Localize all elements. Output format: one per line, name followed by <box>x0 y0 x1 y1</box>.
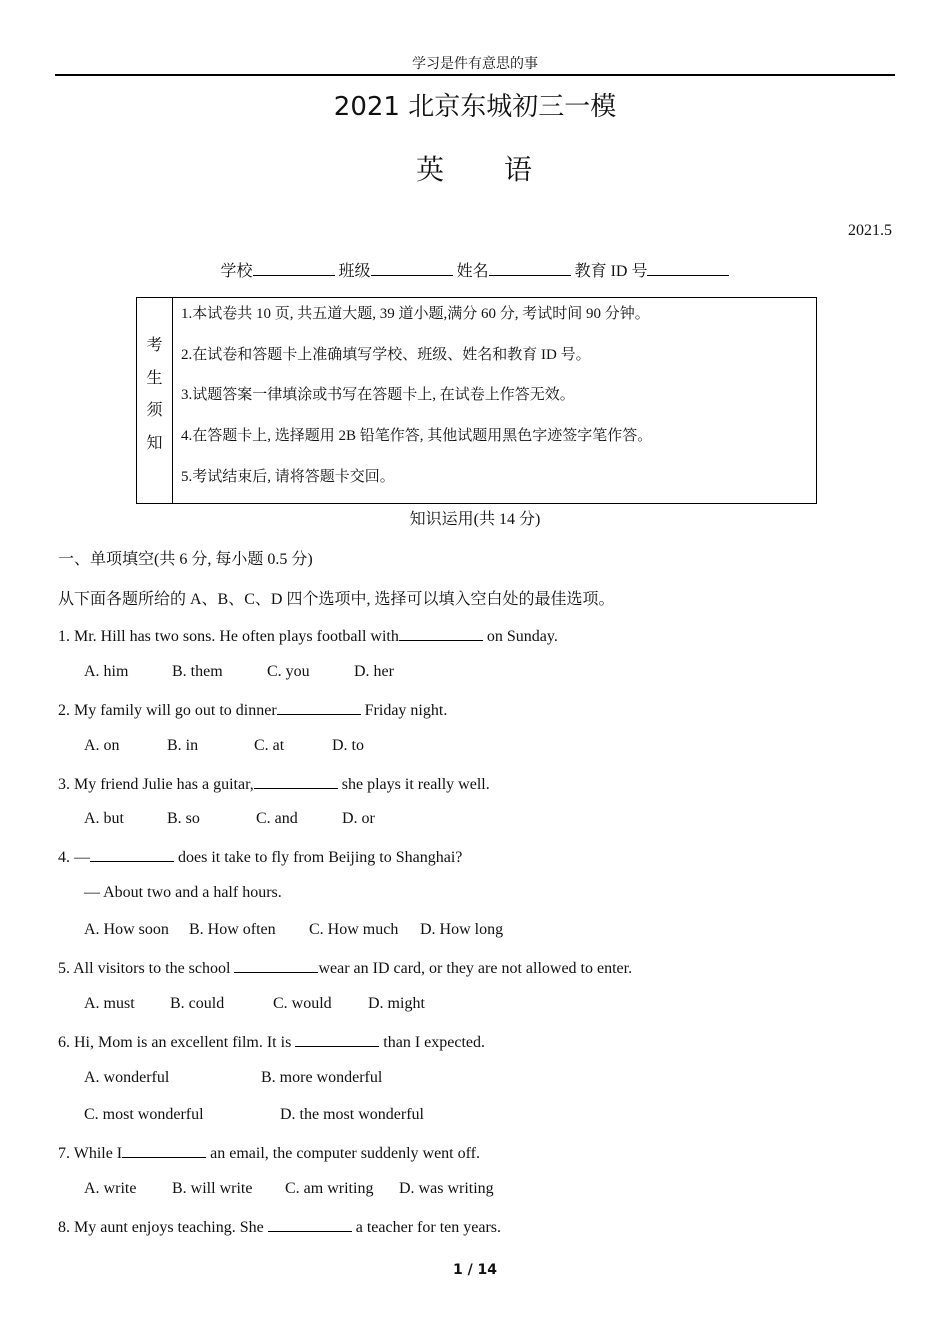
option-c: C. most wonderful <box>84 1106 204 1123</box>
question-text: 4. — <box>58 849 90 866</box>
page-number: 1 / 14 <box>452 1262 498 1278</box>
info-id-blank <box>647 261 729 276</box>
notice-label-char: 须 <box>146 402 163 419</box>
option-d: D. the most wonderful <box>280 1106 424 1123</box>
option-c: C. am writing <box>285 1180 374 1197</box>
option-c: C. would <box>273 995 332 1012</box>
answer-blank <box>277 700 361 715</box>
subject-char-2: 语 <box>504 153 535 186</box>
answer-blank <box>399 626 483 641</box>
notice-item: 3.试题答案一律填涂或书写在答题卡上, 在试卷上作答无效。 <box>181 387 575 403</box>
answer-blank <box>122 1143 206 1158</box>
option-a: A. write <box>84 1180 137 1197</box>
notice-label <box>137 330 172 460</box>
notice-label-char: 生 <box>146 369 163 387</box>
option-b: B. will write <box>172 1180 253 1197</box>
notice-label-cell <box>137 298 173 503</box>
doc-subject <box>0 148 950 188</box>
info-class-blank <box>371 261 453 276</box>
option-b: B. them <box>172 663 223 680</box>
doc-title: 2021 北京东城初三一模 <box>333 92 617 122</box>
answer-blank <box>254 774 338 789</box>
option-c: C. you <box>267 663 310 680</box>
info-id-label: 教育 ID 号 <box>574 263 648 280</box>
option-b: B. in <box>167 737 199 754</box>
subject-char-1: 英 <box>415 153 446 186</box>
info-name-blank <box>489 261 571 276</box>
question-2 <box>58 700 447 720</box>
question-text: a teacher for ten years. <box>351 1219 501 1236</box>
answer-blank <box>295 1032 379 1047</box>
question-1 <box>58 626 558 646</box>
question-text: an email, the computer suddenly went off. <box>206 1145 480 1162</box>
option-a: A. but <box>84 810 124 827</box>
question-4 <box>58 847 462 867</box>
option-a: A. on <box>84 737 120 754</box>
option-c: C. and <box>256 810 298 827</box>
question-text: 6. Hi, Mom is an excellent film. It is <box>58 1034 296 1051</box>
option-a: A. How soon <box>84 921 169 938</box>
option-d: D. was writing <box>399 1180 494 1197</box>
question-text: 7. While I <box>58 1145 123 1162</box>
part-instruction: 从下面各题所给的 A、B、C、D 四个选项中, 选择可以填入空白处的最佳选项。 <box>58 591 615 608</box>
question-text: than I expected. <box>379 1034 486 1051</box>
question-7 <box>58 1143 480 1163</box>
option-d: D. might <box>368 995 425 1012</box>
question-text: 2. My family will go out to dinner <box>58 702 277 719</box>
question-text: does it take to fly from Beijing to Shanghai? <box>174 849 463 866</box>
notice-item: 1.本试卷共 10 页, 共五道大题, 39 道小题,满分 60 分, 考试时间 90 分钟。 <box>181 306 650 322</box>
question-text: 5. All visitors to the school <box>58 960 235 977</box>
exam-notice-box <box>136 297 817 504</box>
notice-label-char: 考 <box>146 337 163 354</box>
question-4-reply: — About two and a half hours. <box>84 884 282 901</box>
info-class-label: 班级 <box>338 263 371 280</box>
option-c: C. How much <box>309 921 399 938</box>
option-b: B. How often <box>189 921 276 938</box>
option-b: B. more wonderful <box>261 1069 383 1086</box>
student-info-line <box>0 258 950 281</box>
part-heading: 一、单项填空(共 6 分, 每小题 0.5 分) <box>58 551 313 568</box>
notice-item: 5.考试结束后, 请将答题卡交回。 <box>181 469 395 485</box>
option-a: A. wonderful <box>84 1069 170 1086</box>
question-8 <box>58 1217 501 1237</box>
question-text: she plays it really well. <box>337 776 490 793</box>
question-5 <box>58 958 632 978</box>
answer-blank <box>90 847 174 862</box>
info-name-label: 姓名 <box>456 263 489 280</box>
option-b: B. could <box>170 995 225 1012</box>
header-rule <box>55 74 895 76</box>
question-3 <box>58 774 490 794</box>
option-d: D. or <box>342 810 375 827</box>
question-text: Friday night. <box>360 702 448 719</box>
info-school-label: 学校 <box>220 263 253 280</box>
info-school-blank <box>253 261 335 276</box>
notice-item: 2.在试卷和答题卡上准确填写学校、班级、姓名和教育 ID 号。 <box>181 347 591 363</box>
page-header: 学习是件有意思的事 <box>412 56 538 72</box>
notice-item: 4.在答题卡上, 选择题用 2B 铅笔作答, 其他试题用黑色字迹签字笔作答。 <box>181 428 653 444</box>
answer-blank <box>268 1217 352 1232</box>
option-d: D. to <box>332 737 364 754</box>
exam-date: 2021.5 <box>848 222 892 239</box>
question-text: on Sunday. <box>482 628 558 645</box>
notice-label-char: 知 <box>146 434 163 452</box>
question-text: 8. My aunt enjoys teaching. She <box>58 1219 268 1236</box>
option-d: D. How long <box>420 921 504 938</box>
question-text: 3. My friend Julie has a guitar, <box>58 776 254 793</box>
option-c: C. at <box>254 737 285 754</box>
option-a: A. him <box>84 663 129 680</box>
option-a: A. must <box>84 995 135 1012</box>
option-b: B. so <box>167 810 200 827</box>
question-text: 1. Mr. Hill has two sons. He often plays football with <box>58 628 399 645</box>
question-6 <box>58 1032 485 1052</box>
option-d: D. her <box>354 663 394 680</box>
answer-blank <box>234 958 318 973</box>
section-caption: 知识运用(共 14 分) <box>409 511 541 528</box>
question-text: wear an ID card, or they are not allowed to enter. <box>318 960 633 977</box>
